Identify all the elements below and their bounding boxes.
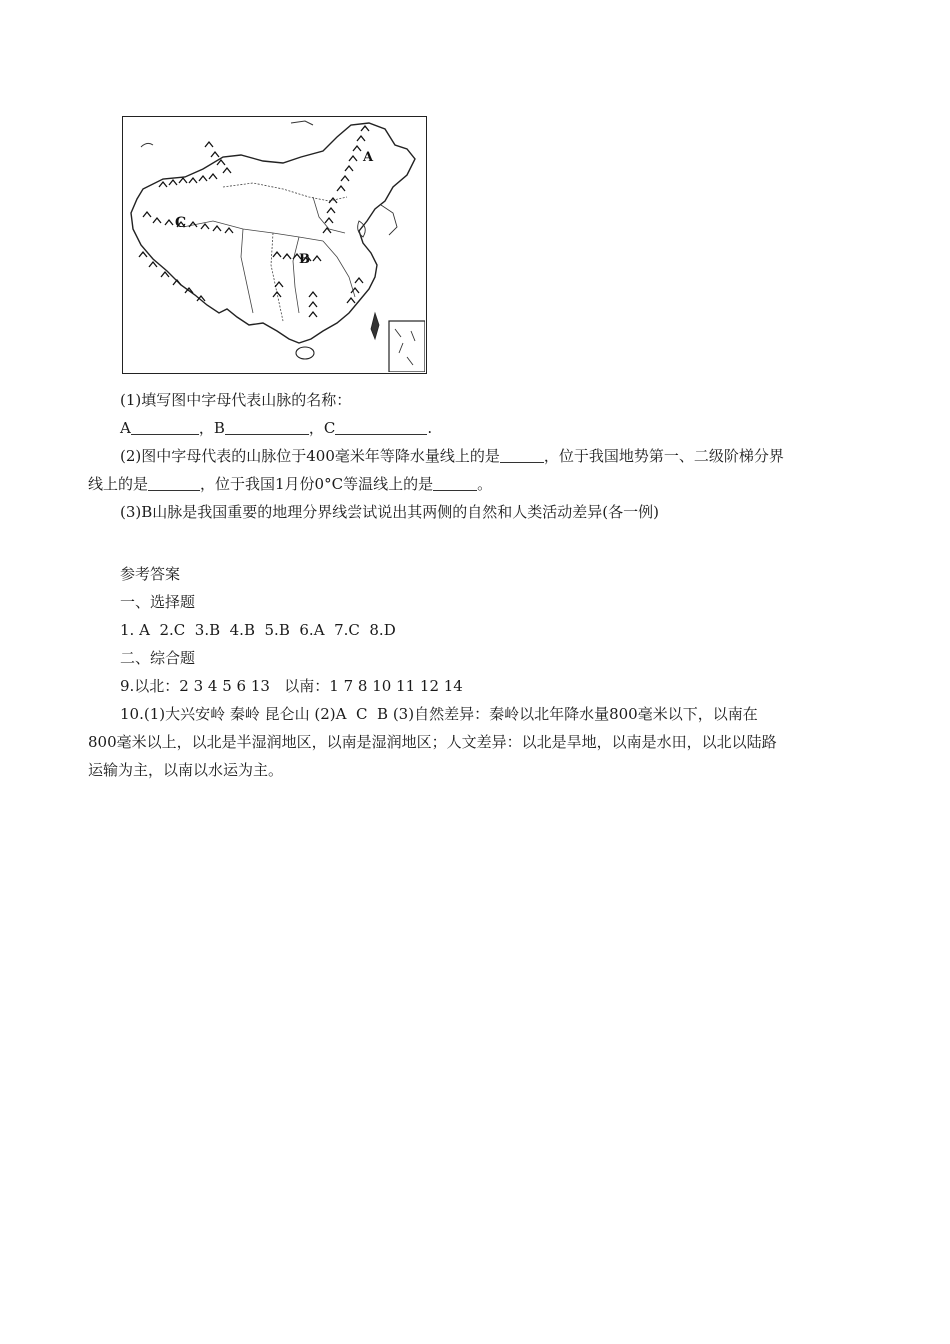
q10-part2-line1	[88, 442, 870, 470]
blank-b-label: ，B	[198, 419, 225, 437]
answers-q10-line1: 10.(1)大兴安岭 秦岭 昆仑山 (2)A C B (3)自然差异：秦岭以北年降水量800毫米以下，以南在	[120, 705, 758, 723]
blank-0c-isotherm[interactable]	[433, 474, 477, 491]
mountain-range-altai	[205, 142, 231, 173]
blank-a-label: A	[120, 419, 131, 437]
q10-part2-text-c: 线上的是	[88, 475, 149, 493]
q10-part2-text-d: ，位于我国1月份0°C等温线上的是	[200, 475, 434, 493]
map-label-c: C	[175, 215, 187, 231]
china-mountain-map	[122, 116, 427, 374]
answers-section1-list: 1. A 2.C 3.B 4.B 5.B 6.A 7.C 8.D	[120, 621, 396, 639]
blank-end: .	[427, 419, 433, 437]
question-10	[88, 386, 870, 526]
q10-part3: (3)B山脉是我国重要的地理分界线尝试说出其两侧的自然和人类活动差异(各一例)	[120, 503, 659, 521]
blank-400mm[interactable]	[500, 446, 544, 463]
answers-q10-line2: 800毫米以上，以北是半湿润地区，以南是湿润地区；人文差异：以北是旱地，以南是水田，以北以陆路	[88, 733, 777, 751]
map-label-a: A	[363, 150, 374, 165]
map-drawing	[123, 117, 425, 372]
answers-section2-heading: 二、综合题	[120, 649, 196, 667]
q10-part1: (1)填写图中字母代表山脉的名称：	[120, 391, 352, 409]
answers-section1-heading: 一、选择题	[120, 593, 196, 611]
blank-c[interactable]	[335, 418, 427, 435]
south-sea-inset	[389, 321, 425, 372]
blank-b[interactable]	[225, 418, 309, 435]
q10-part1-blanks	[88, 414, 870, 442]
answer-section	[88, 560, 870, 784]
blank-step-boundary[interactable]	[148, 474, 200, 491]
answers-q10-line3: 运输为主，以南以水运为主。	[88, 761, 284, 779]
q10-part2-line2	[88, 470, 870, 498]
mountain-range-south	[273, 278, 363, 317]
blank-c-label: ，C	[308, 419, 336, 437]
mountain-range-taihang	[323, 198, 337, 233]
answers-title: 参考答案	[120, 565, 181, 583]
blank-a[interactable]	[131, 418, 199, 435]
mountain-range-qinling	[273, 252, 321, 261]
map-label-b: B	[299, 252, 310, 267]
q10-part2-text-e: 。	[477, 475, 493, 493]
q10-part2-text-a: (2)图中字母代表的山脉位于400毫米年等降水量线上的是	[120, 447, 500, 465]
answers-q9: 9.以北：2 3 4 5 6 13 以南：1 7 8 10 11 12 14	[120, 677, 463, 695]
q10-part2-text-b: ，位于我国地势第一、二级阶梯分界	[543, 447, 784, 465]
